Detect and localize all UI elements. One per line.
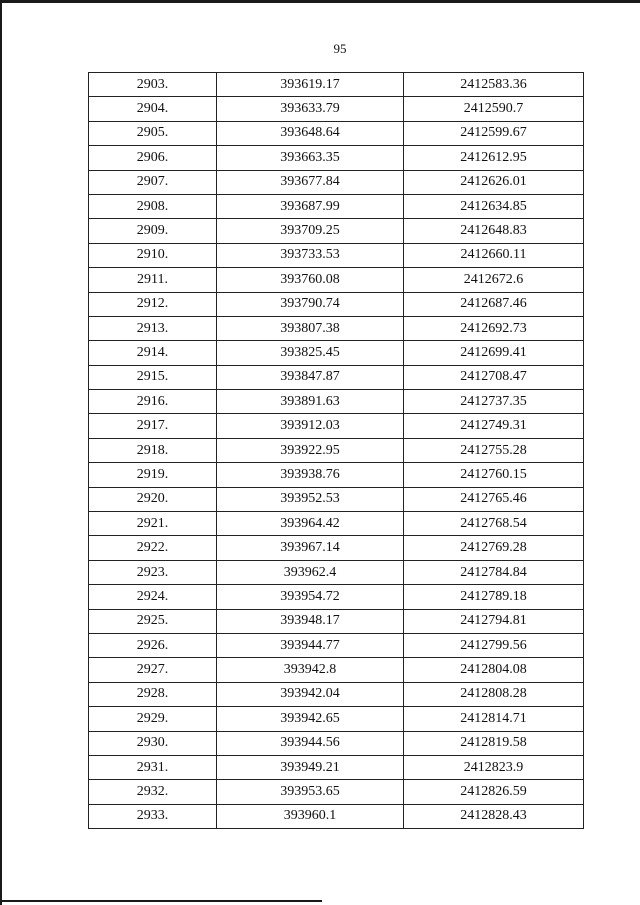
y-coordinate-cell: 2412826.59 (404, 780, 584, 804)
point-number-cell: 2930. (89, 731, 217, 755)
x-coordinate-cell: 393938.76 (217, 463, 404, 487)
table-row (89, 585, 584, 609)
table-row (89, 609, 584, 633)
x-coordinate-cell: 393953.65 (217, 780, 404, 804)
point-number-cell: 2916. (89, 390, 217, 414)
point-number-cell: 2908. (89, 194, 217, 218)
point-number-cell: 2922. (89, 536, 217, 560)
x-coordinate-cell: 393677.84 (217, 170, 404, 194)
table-row (89, 731, 584, 755)
coordinates-table (88, 72, 584, 829)
table-row (89, 780, 584, 804)
y-coordinate-cell: 2412692.73 (404, 316, 584, 340)
y-coordinate-cell: 2412599.67 (404, 121, 584, 145)
x-coordinate-cell: 393790.74 (217, 292, 404, 316)
x-coordinate-cell: 393760.08 (217, 268, 404, 292)
table-row (89, 194, 584, 218)
table-row (89, 438, 584, 462)
x-coordinate-cell: 393687.99 (217, 194, 404, 218)
point-number-cell: 2927. (89, 658, 217, 682)
x-coordinate-cell: 393954.72 (217, 585, 404, 609)
point-number-cell: 2926. (89, 633, 217, 657)
table-row (89, 755, 584, 779)
scan-border-left (0, 0, 2, 905)
point-number-cell: 2907. (89, 170, 217, 194)
y-coordinate-cell: 2412590.7 (404, 97, 584, 121)
point-number-cell: 2903. (89, 73, 217, 97)
table-row (89, 365, 584, 389)
y-coordinate-cell: 2412768.54 (404, 512, 584, 536)
table-row (89, 73, 584, 97)
x-coordinate-cell: 393942.04 (217, 682, 404, 706)
point-number-cell: 2923. (89, 560, 217, 584)
table-row (89, 512, 584, 536)
y-coordinate-cell: 2412626.01 (404, 170, 584, 194)
coordinates-table-body (89, 73, 584, 829)
table-row (89, 682, 584, 706)
y-coordinate-cell: 2412687.46 (404, 292, 584, 316)
table-row (89, 219, 584, 243)
x-coordinate-cell: 393952.53 (217, 487, 404, 511)
point-number-cell: 2933. (89, 804, 217, 828)
x-coordinate-cell: 393962.4 (217, 560, 404, 584)
point-number-cell: 2905. (89, 121, 217, 145)
y-coordinate-cell: 2412749.31 (404, 414, 584, 438)
y-coordinate-cell: 2412699.41 (404, 341, 584, 365)
y-coordinate-cell: 2412765.46 (404, 487, 584, 511)
point-number-cell: 2928. (89, 682, 217, 706)
point-number-cell: 2924. (89, 585, 217, 609)
y-coordinate-cell: 2412789.18 (404, 585, 584, 609)
y-coordinate-cell: 2412828.43 (404, 804, 584, 828)
y-coordinate-cell: 2412769.28 (404, 536, 584, 560)
scan-border-top (0, 0, 640, 3)
x-coordinate-cell: 393942.8 (217, 658, 404, 682)
point-number-cell: 2932. (89, 780, 217, 804)
y-coordinate-cell: 2412814.71 (404, 707, 584, 731)
y-coordinate-cell: 2412794.81 (404, 609, 584, 633)
y-coordinate-cell: 2412755.28 (404, 438, 584, 462)
table-row (89, 804, 584, 828)
scan-border-bottom (0, 900, 322, 902)
x-coordinate-cell: 393922.95 (217, 438, 404, 462)
point-number-cell: 2925. (89, 609, 217, 633)
x-coordinate-cell: 393648.64 (217, 121, 404, 145)
x-coordinate-cell: 393942.65 (217, 707, 404, 731)
x-coordinate-cell: 393663.35 (217, 146, 404, 170)
table-row (89, 243, 584, 267)
point-number-cell: 2912. (89, 292, 217, 316)
y-coordinate-cell: 2412708.47 (404, 365, 584, 389)
table-row (89, 414, 584, 438)
x-coordinate-cell: 393807.38 (217, 316, 404, 340)
table-row (89, 341, 584, 365)
x-coordinate-cell: 393709.25 (217, 219, 404, 243)
table-row (89, 658, 584, 682)
x-coordinate-cell: 393825.45 (217, 341, 404, 365)
table-row (89, 97, 584, 121)
table-row (89, 463, 584, 487)
y-coordinate-cell: 2412799.56 (404, 633, 584, 657)
table-row (89, 536, 584, 560)
x-coordinate-cell: 393944.77 (217, 633, 404, 657)
x-coordinate-cell: 393847.87 (217, 365, 404, 389)
x-coordinate-cell: 393960.1 (217, 804, 404, 828)
table-row (89, 316, 584, 340)
x-coordinate-cell: 393948.17 (217, 609, 404, 633)
table-row (89, 268, 584, 292)
point-number-cell: 2921. (89, 512, 217, 536)
table-row (89, 292, 584, 316)
x-coordinate-cell: 393633.79 (217, 97, 404, 121)
y-coordinate-cell: 2412634.85 (404, 194, 584, 218)
y-coordinate-cell: 2412648.83 (404, 219, 584, 243)
point-number-cell: 2915. (89, 365, 217, 389)
point-number-cell: 2906. (89, 146, 217, 170)
table-row (89, 170, 584, 194)
table-row (89, 146, 584, 170)
point-number-cell: 2913. (89, 316, 217, 340)
point-number-cell: 2914. (89, 341, 217, 365)
y-coordinate-cell: 2412808.28 (404, 682, 584, 706)
table-row (89, 633, 584, 657)
table-row (89, 707, 584, 731)
y-coordinate-cell: 2412583.36 (404, 73, 584, 97)
table-row (89, 487, 584, 511)
y-coordinate-cell: 2412760.15 (404, 463, 584, 487)
point-number-cell: 2920. (89, 487, 217, 511)
point-number-cell: 2910. (89, 243, 217, 267)
point-number-cell: 2904. (89, 97, 217, 121)
x-coordinate-cell: 393891.63 (217, 390, 404, 414)
y-coordinate-cell: 2412784.84 (404, 560, 584, 584)
x-coordinate-cell: 393619.17 (217, 73, 404, 97)
point-number-cell: 2911. (89, 268, 217, 292)
point-number-cell: 2918. (89, 438, 217, 462)
point-number-cell: 2917. (89, 414, 217, 438)
x-coordinate-cell: 393944.56 (217, 731, 404, 755)
x-coordinate-cell: 393949.21 (217, 755, 404, 779)
point-number-cell: 2931. (89, 755, 217, 779)
y-coordinate-cell: 2412672.6 (404, 268, 584, 292)
table-row (89, 560, 584, 584)
y-coordinate-cell: 2412737.35 (404, 390, 584, 414)
x-coordinate-cell: 393912.03 (217, 414, 404, 438)
table-row (89, 390, 584, 414)
y-coordinate-cell: 2412819.58 (404, 731, 584, 755)
x-coordinate-cell: 393967.14 (217, 536, 404, 560)
x-coordinate-cell: 393964.42 (217, 512, 404, 536)
table-row (89, 121, 584, 145)
page-number: 95 (333, 41, 347, 56)
y-coordinate-cell: 2412823.9 (404, 755, 584, 779)
y-coordinate-cell: 2412660.11 (404, 243, 584, 267)
x-coordinate-cell: 393733.53 (217, 243, 404, 267)
y-coordinate-cell: 2412612.95 (404, 146, 584, 170)
point-number-cell: 2909. (89, 219, 217, 243)
point-number-cell: 2929. (89, 707, 217, 731)
y-coordinate-cell: 2412804.08 (404, 658, 584, 682)
point-number-cell: 2919. (89, 463, 217, 487)
